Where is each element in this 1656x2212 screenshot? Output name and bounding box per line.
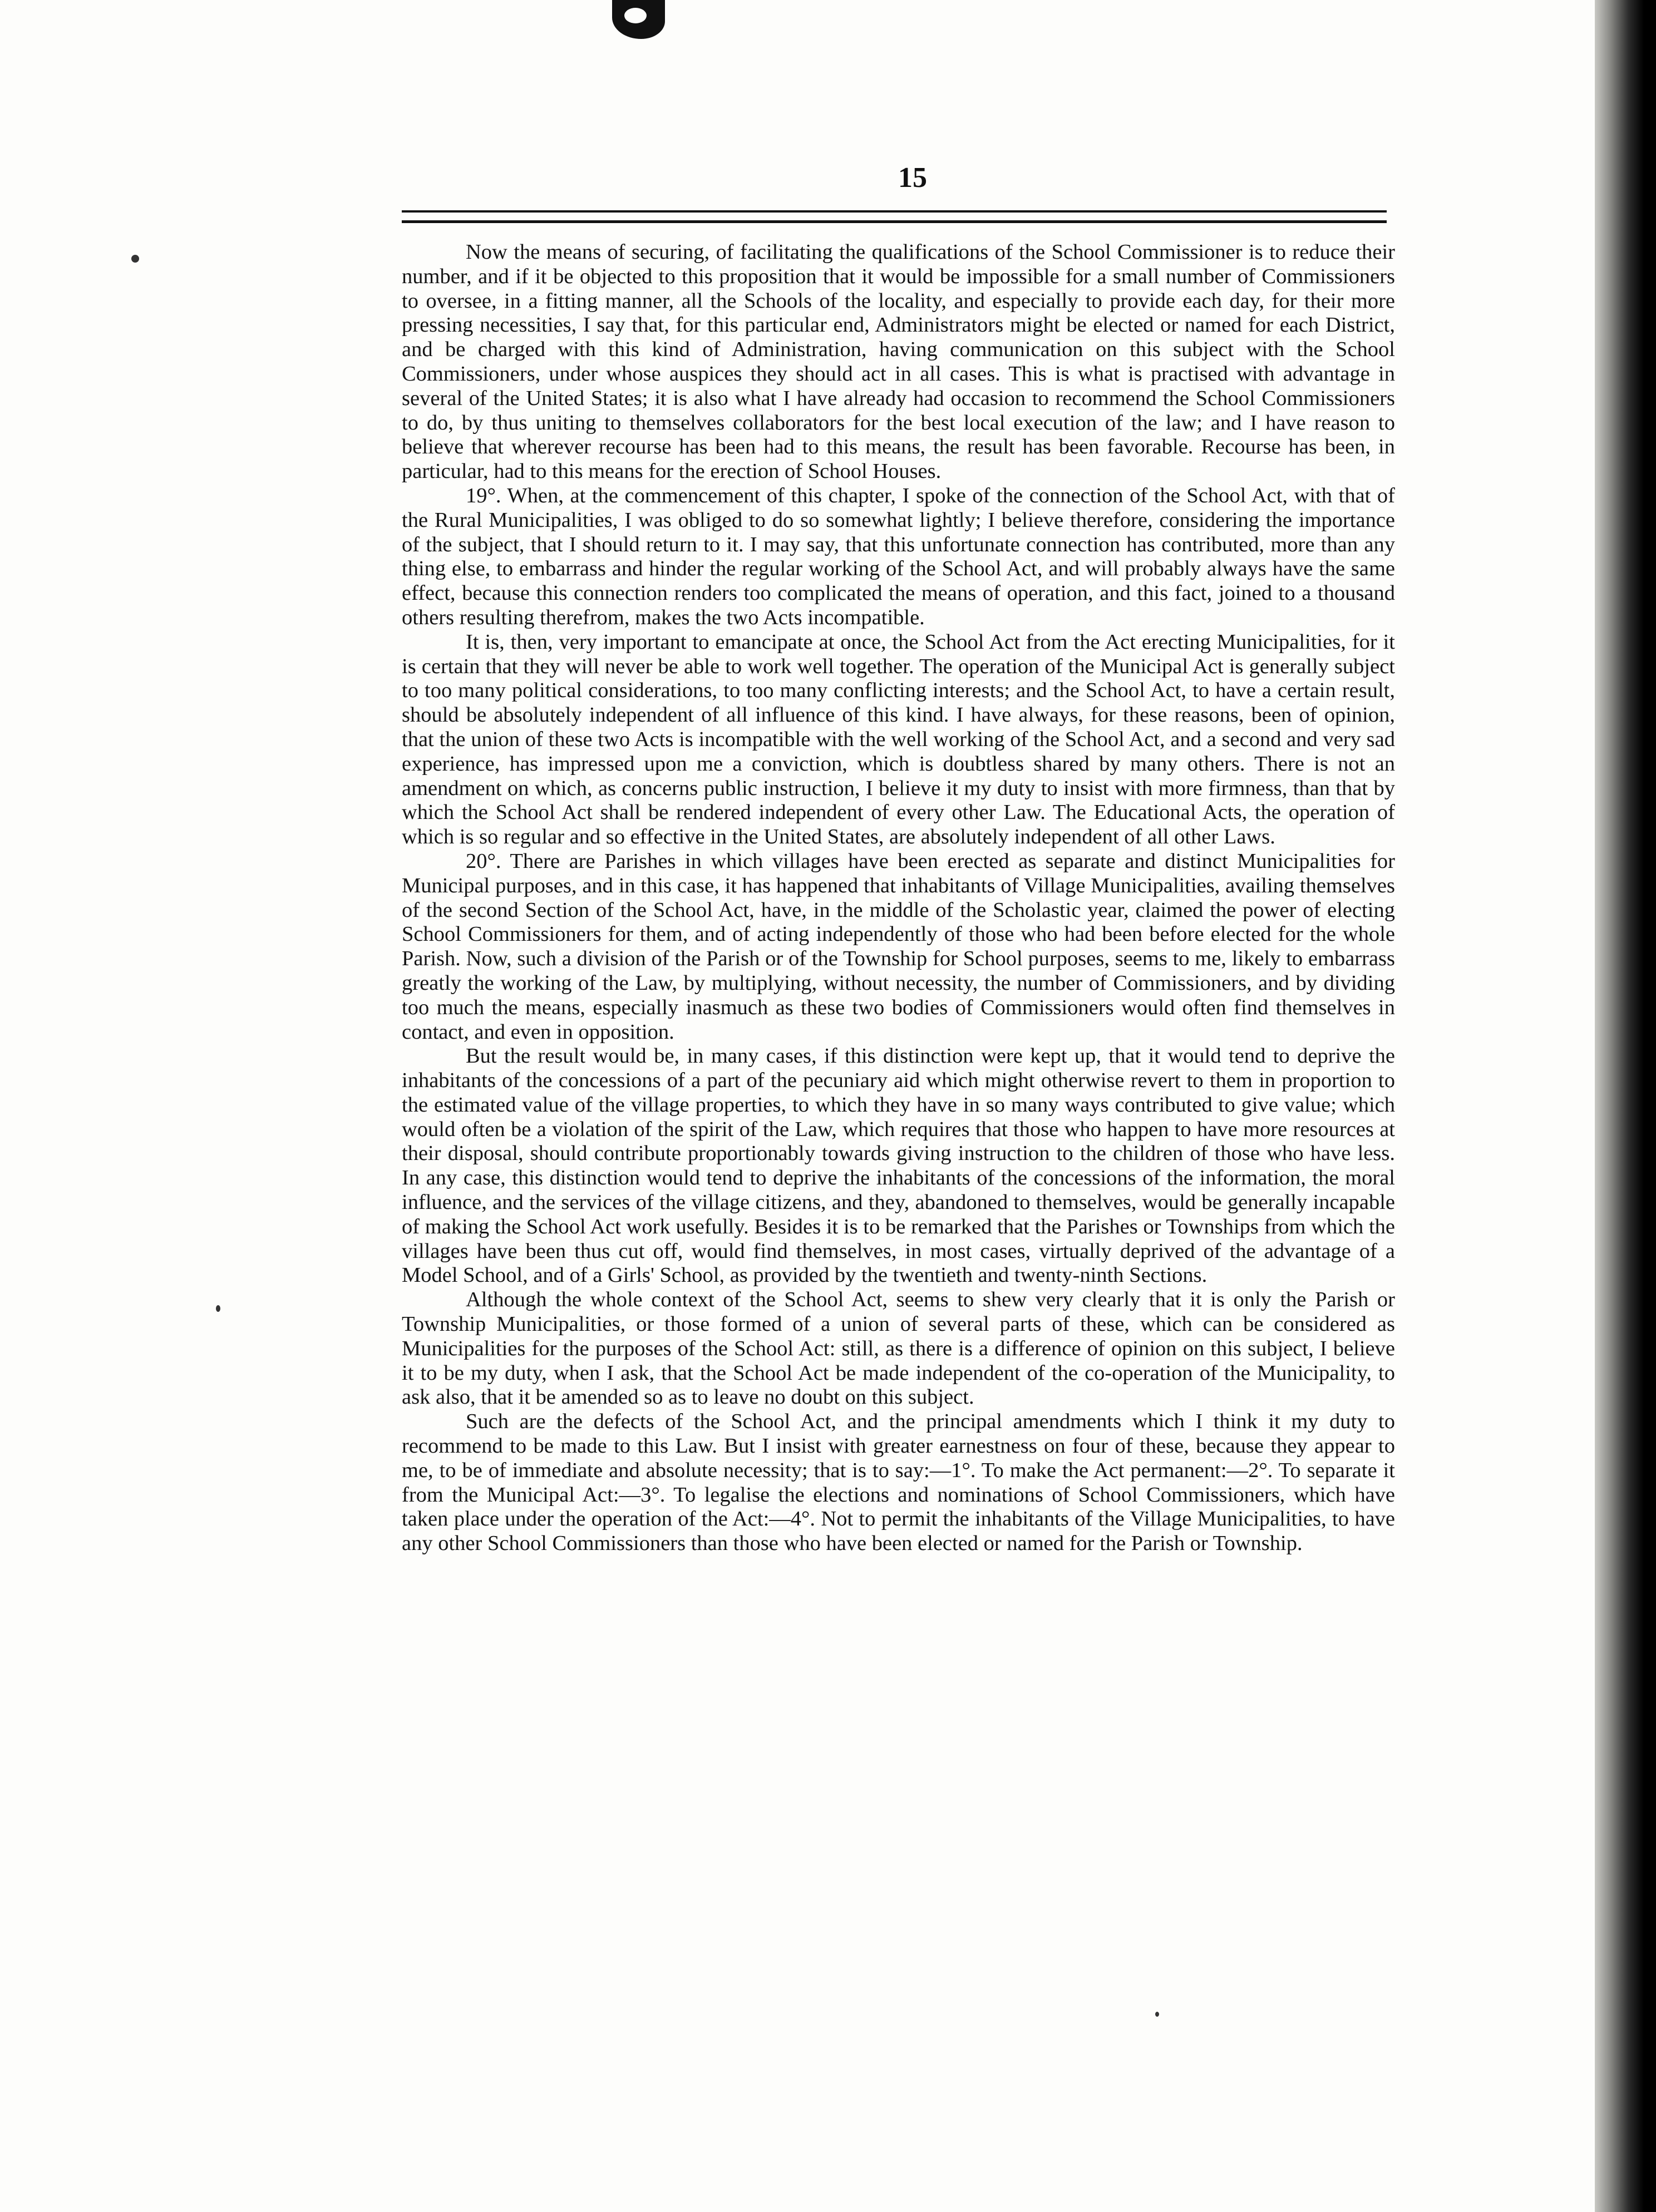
paragraph-commissioners: Now the means of securing, of facilitating the qualifications of the School Commissioner is to reduce their number, and if it be objected to this proposition that it would be impossible for a small number of Commissioners to oversee, in a fitting manner, all the Schools of the locality, and especially to provide each day, for their more pressing necessities, I say that, for this particular end, Administrators might be elected or named for each District, and be charged with this kind of Administration, having communication on this subject with the School Commissioners, under whose auspices they should act in all cases. This is what is practised with advantage in several of the United States; it is also what I have already had occasion to recommend the School Commissioners to do, by thus uniting to themselves collaborators for the best local execution of the law; and I have reason to believe that wherever recourse has been had to this means, the result has been favorable. Recourse has been, in particular, had to this means for the erection of School Houses. xyxy=(402,240,1395,483)
ink-blot xyxy=(612,0,665,39)
margin-speck xyxy=(216,1305,220,1312)
paragraph-emancipate: It is, then, very important to emancipate at once, the School Act from the Act erecting Municipalities, for it is certain that they will never be able to work well together. The operation of the Municipal Act is generally subject to too many political considerations, to too many conflicting interests; and the School Act, to have a certain result, should be absolutely independent of all influence of this kind. I have always, for these reasons, been of opinion, that the union of these two Acts is incompatible with the well working of the School Act, and a second and very sad experience, has impressed upon me a conviction, which is doubtless shared by many others. There is not an amendment on which, as concerns public instruction, I believe it my duty to insist with more firmness, than that by which the School Act shall be rendered independent of every other Law. The Educational Acts, the operation of which is so regular and so effective in the United States, are absolutely independent of all other Laws. xyxy=(402,630,1395,849)
header-rule xyxy=(402,210,1387,223)
paragraph-19-connection: 19°. When, at the commencement of this chapter, I spoke of the connection of the School Act, with that of the Rural Municipalities, I was obliged to do so somewhat lightly; I believe therefore, considering the importance of the subject, that I should return to it. I may say, that this unfortunate connection has contributed, more than any thing else, to embarrass and hinder the regular working of the School Act, and will probably always have the same effect, because this connection renders too complicated the means of operation, and this fact, joined to a thousand others resulting therefrom, makes the two Acts incompatible. xyxy=(402,483,1395,629)
paragraph-context: Although the whole context of the School Act, seems to shew very clearly that it is only the Parish or Township Municipalities, or those formed of a union of several parts of these, which can be considered as Municipalities for the purposes of the School Act: still, as there is a difference of opinion on this subject, I believe it to be my duty, when I ask, that the School Act be made independent of the co-operation of the Municipality, to ask also, that it be amended so as to leave no doubt on this subject. xyxy=(402,1288,1395,1409)
paragraph-defects: Such are the defects of the School Act, and the principal amendments which I think it my duty to recommend to be made to this Law. But I insist with greater earnestness on four of these, because they appear to me, to be of immediate and absolute necessity; that is to say:—1°. To make the Act permanent:—2°. To separate it from the Municipal Act:—3°. To legalise the elections and nominations of School Commissioners, which have taken place under the operation of the Act:—4°. Not to permit the inhabitants of the Village Municipalities, to have any other School Commissioners than those who have been elected or named for the Parish or Township. xyxy=(402,1410,1395,1556)
margin-speck xyxy=(131,255,139,263)
paragraph-result: But the result would be, in many cases, if this distinction were kept up, that it would tend to deprive the inhabitants of the concessions of a part of the pecuniary aid which might otherwise revert to them in proportion to the estimated value of the village properties, to which they have in so many ways contributed to give value; which would often be a violation of the spirit of the Law, which requires that those who happen to have more resources at their disposal, should contribute proportionably towards giving instruction to the children of those who have less. In any case, this distinction would tend to deprive the inhabitants of the concessions of the information, the moral influence, and the services of the village citizens, and they, abandoned to themselves, would be generally incapable of making the School Act work usefully. Besides it is to be remarked that the Parishes or Townships from which the villages have been thus cut off, would find themselves, in most cases, virtually deprived of the advantage of a Model School, and of a Girls' School, as provided by the twentieth and twenty-ninth Sections. xyxy=(402,1044,1395,1287)
page-edge-shadow xyxy=(1595,0,1656,2212)
body-text xyxy=(402,240,1395,1556)
margin-speck xyxy=(1155,2012,1159,2017)
page-number: 15 xyxy=(898,162,927,194)
paragraph-20-villages: 20°. There are Parishes in which villages have been erected as separate and distinct Municipalities for Municipal purposes, and in this case, it has happened that inhabitants of Village Municipalities, availing themselves of the second Section of the School Act, have, in the middle of the Scholastic year, claimed the power of electing School Commissioners for them, and of acting independently of those who had been before elected for the whole Parish. Now, such a division of the Parish or of the Township for School purposes, seems to me, likely to embarrass greatly the working of the Law, by multiplying, without necessity, the number of Commissioners, and by dividing too much the means, especially inasmuch as these two bodies of Commissioners would often find themselves in contact, and even in opposition. xyxy=(402,849,1395,1044)
